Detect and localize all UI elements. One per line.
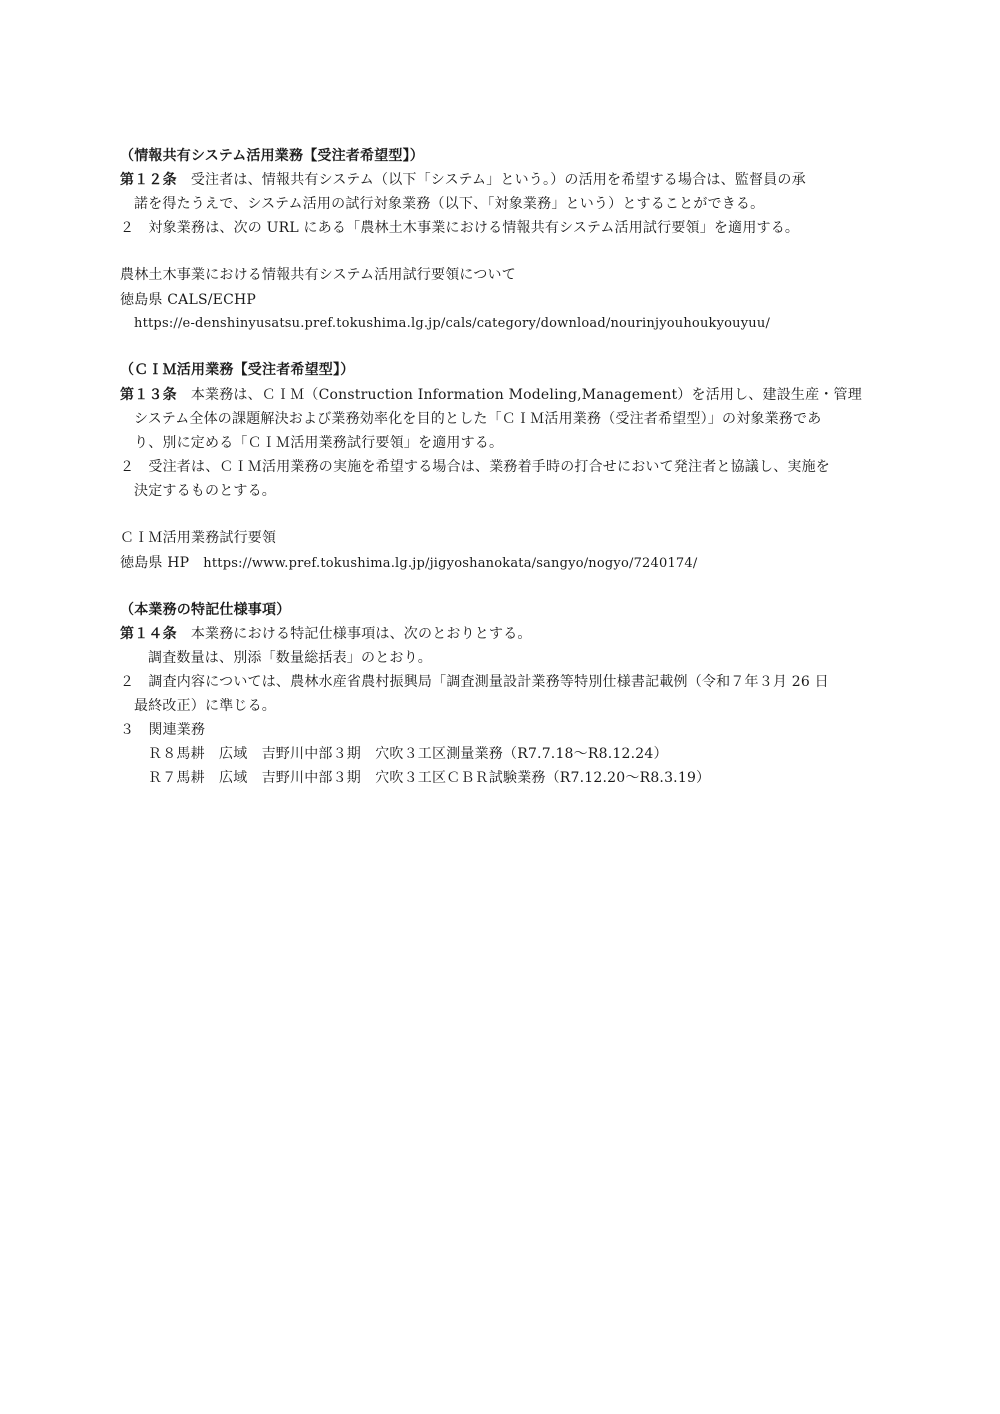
- ref-12-site: 徳島県 CALS/ECHP: [120, 292, 257, 308]
- article-14-item-3: ３ 関連業務: [120, 722, 206, 738]
- article-14-item-2-line-2: 最終改正）に準じる。: [134, 698, 276, 714]
- article-13-item-2-line-1: ２ 受注者は、ＣＩＭ活用業務の実施を希望する場合は、業務着手時の打合せにおいて発注者と協議し、実施を: [120, 459, 830, 475]
- article-12-line-1: [120, 170, 806, 190]
- article-12-line-2: 諾を得たうえで、システム活用の試行対象業務（以下、「対象業務」という）とすることができる。: [134, 196, 765, 212]
- article-12-label: 第１２条: [120, 172, 177, 188]
- article-14-line-1: [120, 624, 532, 644]
- ref-13-url[interactable]: https://www.pref.tokushima.lg.jp/jigyoshanokata/sangyo/nogyo/7240174/: [203, 556, 698, 571]
- article-13-line-3: り、別に定める「ＣＩＭ活用業務試行要領」を適用する。: [134, 435, 504, 451]
- article-13-item-2-line-2: 決定するものとする。: [134, 483, 276, 499]
- ref-13-line: [120, 553, 697, 574]
- article-13-text-1: 本業務は、ＣＩＭ（Construction Information Modeling,Management）を活用し、建設生産・管理: [190, 387, 862, 403]
- article-13-label: 第１３条: [120, 387, 177, 403]
- ref-13-title: ＣＩＭ活用業務試行要領: [120, 530, 277, 546]
- ref-12-url[interactable]: https://e-denshinyusatsu.pref.tokushima.lg.jp/cals/category/download/nourinjyouhoukyouyuu/: [134, 316, 771, 331]
- ref-12-title: 農林土木事業における情報共有システム活用試行要領について: [120, 267, 516, 283]
- related-project-2: Ｒ７馬耕 広域 吉野川中部３期 穴吹３工区ＣＢＲ試験業務（R7.12.20～R8.3.19）: [148, 770, 711, 786]
- section-12-heading: （情報共有システム活用業務【受注者希望型】）: [120, 148, 424, 164]
- article-14-line-2: 調査数量は、別添「数量総括表」のとおり。: [148, 650, 432, 666]
- ref-13-site: 徳島県 HP: [120, 555, 190, 571]
- article-14-text-1: 本業務における特記仕様事項は、次のとおりとする。: [190, 626, 532, 642]
- related-project-1: Ｒ８馬耕 広域 吉野川中部３期 穴吹３工区測量業務（R7.7.18～R8.12.24）: [148, 746, 668, 762]
- article-13-line-2: システム全体の課題解決および業務効率化を目的とした「ＣＩＭ活用業務（受注者希望型）」の対象業務であ: [134, 411, 822, 427]
- article-13-line-1: [120, 385, 862, 405]
- section-13-heading: （ＣＩＭ活用業務【受注者希望型】）: [120, 362, 355, 378]
- section-14-heading: （本業務の特記仕様事項）: [120, 602, 291, 618]
- article-14-item-2-line-1: ２ 調査内容については、農林水産省農村振興局「調査測量設計業務等特別仕様書記載例（令和７年３月 26 日: [120, 674, 829, 690]
- article-12-text-1: 受注者は、情報共有システム（以下「システム」という。）の活用を希望する場合は、監督員の承: [190, 172, 806, 188]
- article-14-label: 第１４条: [120, 626, 177, 642]
- article-12-item-2: ２ 対象業務は、次の URL にある「農林土木事業における情報共有システム活用試行要領」を適用する。: [120, 220, 800, 236]
